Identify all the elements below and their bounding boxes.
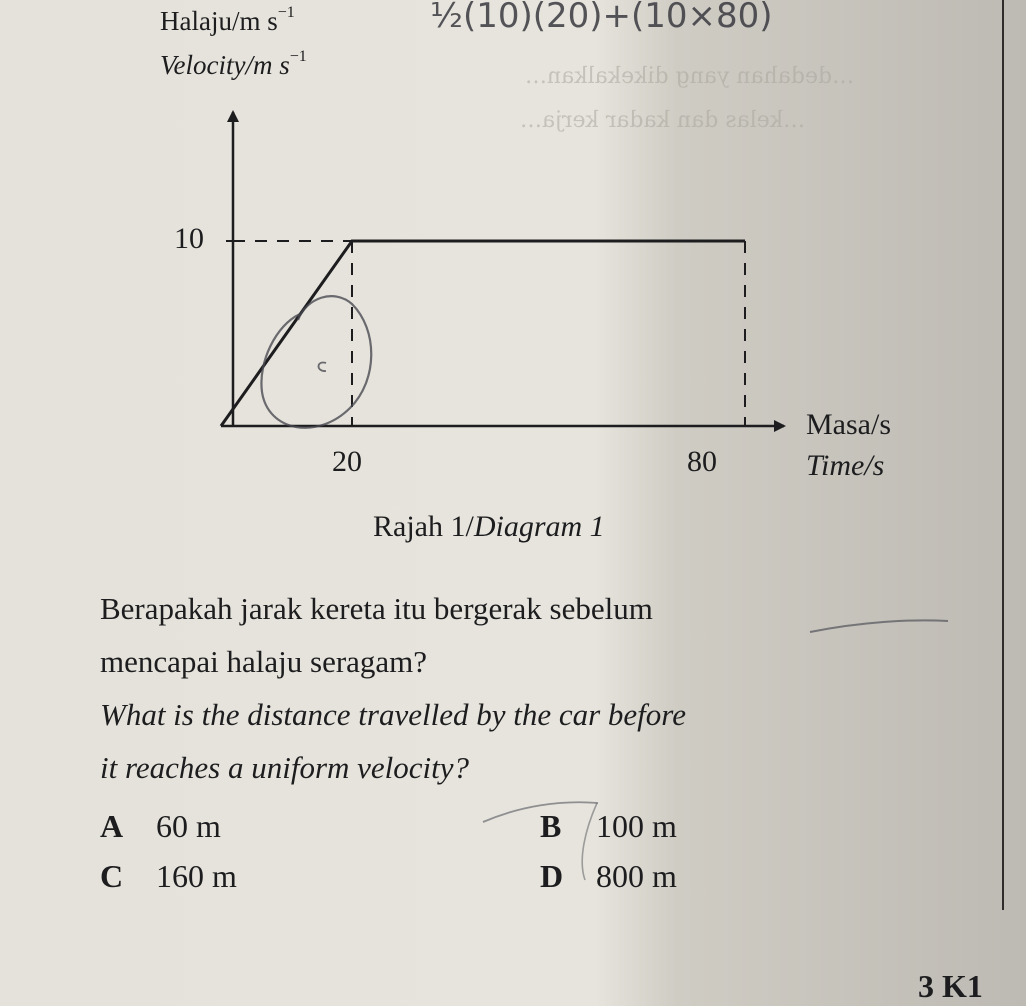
velocity-series-line <box>221 241 745 426</box>
bleed-through-line-1: …dedahan yang dikekalkan… <box>525 64 855 89</box>
y-tick-label: 10 <box>174 222 204 255</box>
question-ms-line-2: mencapai halaju seragam? <box>100 644 428 679</box>
x-axis-label-malay: Masa/s <box>806 408 891 441</box>
option-a[interactable] <box>100 808 221 845</box>
option-d[interactable] <box>540 858 677 895</box>
question-block <box>100 582 960 794</box>
pencil-c-mark <box>319 363 327 372</box>
bleed-through-line-2: …kelas dan kadar kerja… <box>520 108 806 133</box>
pencil-circle-mark <box>261 296 371 428</box>
unit-exponent: −1 <box>289 48 307 65</box>
option-c[interactable] <box>100 858 237 895</box>
option-text: 100 m <box>596 808 677 844</box>
option-text: 800 m <box>596 858 677 894</box>
diagram-caption <box>373 510 605 544</box>
caption-ms: Rajah 1/ <box>373 510 474 543</box>
x-tick-label-1: 20 <box>332 445 362 478</box>
x-axis-label-english: Time/s <box>806 449 885 482</box>
option-letter: B <box>540 808 562 844</box>
page-margin-line <box>1002 0 1004 910</box>
question-en-line-1: What is the distance travelled by the car before <box>100 697 686 732</box>
page-code: 3 K1 <box>918 968 983 1004</box>
option-text: 160 m <box>156 858 237 894</box>
question-ms-line-1: Berapakah jarak kereta itu bergerak sebelum <box>100 591 653 626</box>
option-letter: A <box>100 808 124 844</box>
question-en-line-2: it reaches a uniform velocity? <box>100 750 470 785</box>
option-text: 60 m <box>156 808 221 844</box>
x-tick-label-2: 80 <box>687 445 717 478</box>
y-axis-label-ms-text: Halaju/m s <box>160 6 278 36</box>
option-letter: C <box>100 858 124 894</box>
option-letter: D <box>540 858 564 894</box>
option-b[interactable] <box>540 808 677 845</box>
unit-exponent: −1 <box>277 4 295 21</box>
handwritten-formula: ½(10)(20)+(10×80) <box>430 0 773 36</box>
y-axis-label-en-text: Velocity/m s <box>160 50 290 80</box>
caption-en: Diagram 1 <box>473 510 605 543</box>
